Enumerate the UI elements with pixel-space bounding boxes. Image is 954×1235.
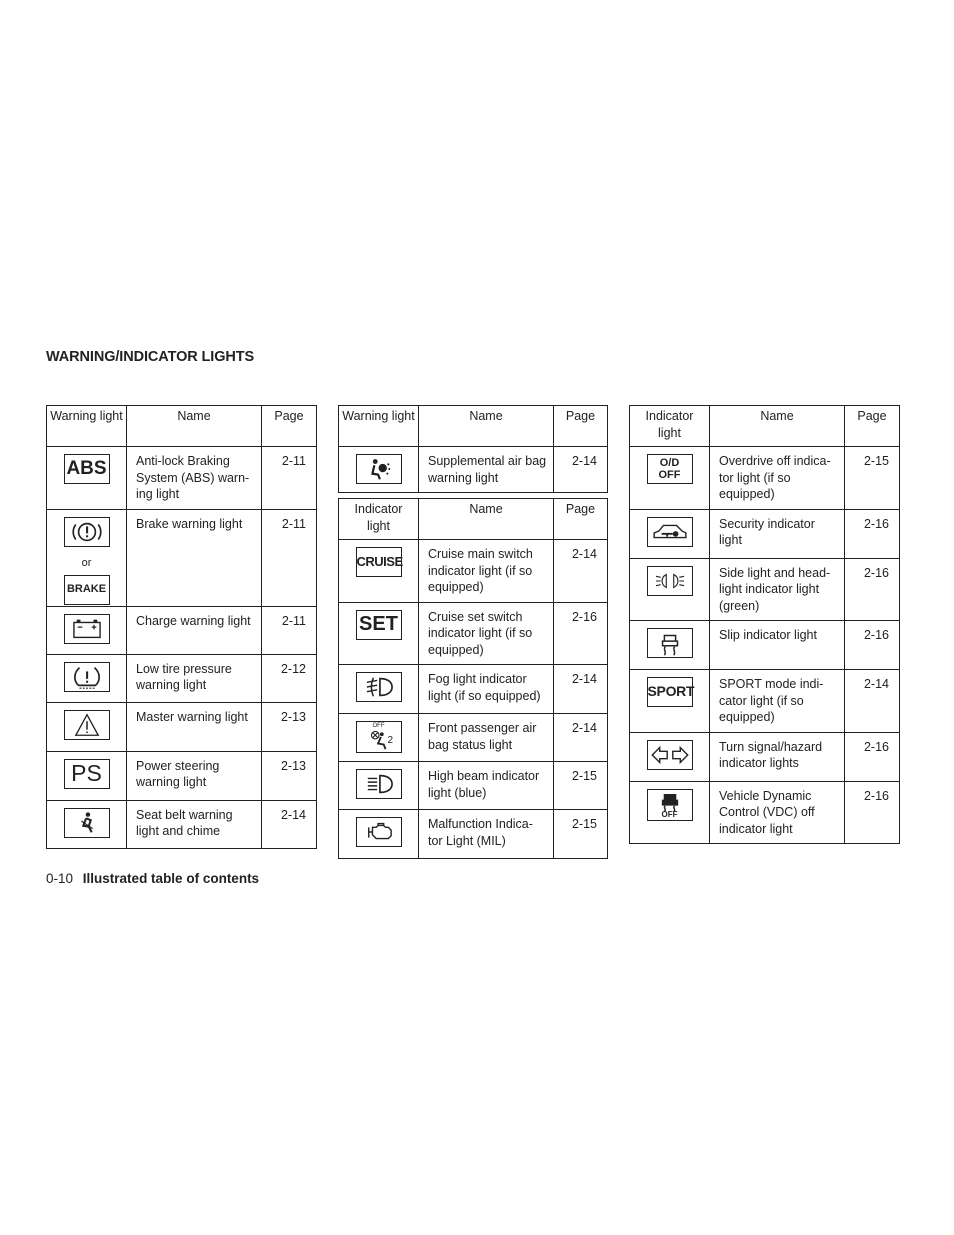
table-row [47, 447, 317, 510]
table-row [47, 654, 317, 702]
turn-signal-icon [647, 740, 693, 770]
page-number: 0-10 [46, 871, 74, 886]
table-row [630, 621, 900, 670]
page-ref: 2-16 [845, 509, 900, 558]
light-name: Overdrive off indica-tor light (if so equipped) [710, 447, 845, 510]
passenger-seat-number: 2 [387, 735, 394, 746]
cruise-icon: CRUISE [356, 547, 402, 577]
table-row [339, 447, 608, 493]
page-ref: 2-16 [845, 781, 900, 844]
or-label: or [81, 557, 92, 569]
passenger-airbag-icon [356, 721, 402, 753]
table-header-row [339, 499, 608, 540]
battery-icon [64, 614, 110, 644]
page-ref: 2-14 [554, 540, 608, 603]
ps-icon: PS [64, 759, 110, 789]
page-ref: 2-16 [554, 602, 608, 665]
light-name: Fog light indicator light (if so equipped) [419, 665, 554, 714]
page-ref: 2-11 [262, 606, 317, 654]
high-beam-icon [356, 769, 402, 799]
column-header-light: Indicator light [630, 406, 710, 447]
light-name: SPORT mode indi-cator light (if so equipped) [710, 670, 845, 733]
vdc-off-icon [647, 789, 693, 821]
column-header-page: Page [262, 406, 317, 447]
airbag-warning-table [338, 405, 608, 493]
column-header-page: Page [845, 406, 900, 447]
table-row [47, 751, 317, 800]
column-header-light: Warning light [339, 406, 419, 447]
fog-light-icon [356, 672, 402, 702]
table-header-row [630, 406, 900, 447]
table-row [47, 702, 317, 751]
column-header-name: Name [419, 499, 554, 540]
security-icon [647, 517, 693, 547]
table-row [630, 781, 900, 844]
slip-icon [647, 628, 693, 658]
table-row [630, 509, 900, 558]
indicator-lights-table [338, 498, 608, 859]
page-ref: 2-15 [845, 447, 900, 510]
light-name: Supplemental air bag warning light [419, 447, 554, 493]
overdrive-label: O/D [659, 457, 680, 469]
table-header-row [47, 406, 317, 447]
page-ref: 2-15 [554, 810, 608, 859]
page-ref: 2-13 [262, 751, 317, 800]
engine-icon [356, 817, 402, 847]
section-heading: WARNING/INDICATOR LIGHTS [46, 349, 255, 365]
column-header-name: Name [710, 406, 845, 447]
light-name: Cruise set switch indicator light (if so equipped) [419, 602, 554, 665]
brake-icon: BRAKE [64, 575, 110, 605]
warning-triangle-icon [64, 710, 110, 740]
page-ref: 2-14 [554, 447, 608, 493]
light-name: Front passenger air bag status light [419, 714, 554, 762]
table-row [47, 606, 317, 654]
table-row [339, 762, 608, 810]
page-ref: 2-11 [262, 447, 317, 510]
tire-pressure-icon [64, 662, 110, 692]
column-header-name: Name [127, 406, 262, 447]
airbag-off-label: OFF [372, 723, 385, 729]
seat-belt-icon [64, 808, 110, 838]
overdrive-off-label: OFF [658, 469, 681, 481]
page-ref: 2-14 [554, 714, 608, 762]
table-row [339, 810, 608, 859]
page-ref: 2-16 [845, 621, 900, 670]
page-ref: 2-11 [262, 509, 317, 606]
set-icon: SET [356, 610, 402, 640]
page-ref: 2-13 [262, 702, 317, 751]
table-row [630, 447, 900, 510]
table-row [47, 800, 317, 848]
indicator-lights-table-2 [629, 405, 900, 844]
page-footer [46, 871, 259, 886]
light-name: Turn signal/hazard indicator lights [710, 732, 845, 781]
light-name: Charge warning light [127, 606, 262, 654]
light-name: Anti-lock Braking System (ABS) warn-ing light [127, 447, 262, 510]
table-row [339, 665, 608, 714]
column-header-name: Name [419, 406, 554, 447]
warning-lights-table [46, 405, 317, 849]
page-ref: 2-14 [262, 800, 317, 848]
light-name: Cruise main switch indicator light (if so equipped) [419, 540, 554, 603]
page-ref: 2-14 [845, 670, 900, 733]
column-header-light: Warning light [47, 406, 127, 447]
light-name: Power steering warning light [127, 751, 262, 800]
column-header-page: Page [554, 499, 608, 540]
light-name: Seat belt warning light and chime [127, 800, 262, 848]
table-row [339, 714, 608, 762]
light-name: Security indicator light [710, 509, 845, 558]
light-name: Side light and head-light indicator light (green) [710, 558, 845, 621]
brake-circle-icon [64, 517, 110, 547]
table-row [630, 558, 900, 621]
column-header-light: Indicator light [339, 499, 419, 540]
light-name: High beam indicator light (blue) [419, 762, 554, 810]
table-row [630, 670, 900, 733]
sport-icon: SPORT [647, 677, 693, 707]
section-title: Illustrated table of contents [82, 871, 260, 886]
light-name: Low tire pressure warning light [127, 654, 262, 702]
table-row [630, 732, 900, 781]
side-light-icon [647, 566, 693, 596]
light-name: Malfunction Indica-tor Light (MIL) [419, 810, 554, 859]
page-ref: 2-14 [554, 665, 608, 714]
table-header-row [339, 406, 608, 447]
page-ref: 2-12 [262, 654, 317, 702]
vdc-off-label: OFF [661, 809, 678, 819]
page-ref: 2-16 [845, 558, 900, 621]
table-row [339, 602, 608, 665]
light-name: Master warning light [127, 702, 262, 751]
light-name: Brake warning light [127, 509, 262, 606]
page-ref: 2-15 [554, 762, 608, 810]
light-name: Slip indicator light [710, 621, 845, 670]
overdrive-off-icon [647, 454, 693, 484]
light-name: Vehicle Dynamic Control (VDC) off indicator light [710, 781, 845, 844]
table-row [339, 540, 608, 603]
page-ref: 2-16 [845, 732, 900, 781]
airbag-icon [356, 454, 402, 484]
column-header-page: Page [554, 406, 608, 447]
abs-icon: ABS [64, 454, 110, 484]
table-row [47, 509, 317, 606]
